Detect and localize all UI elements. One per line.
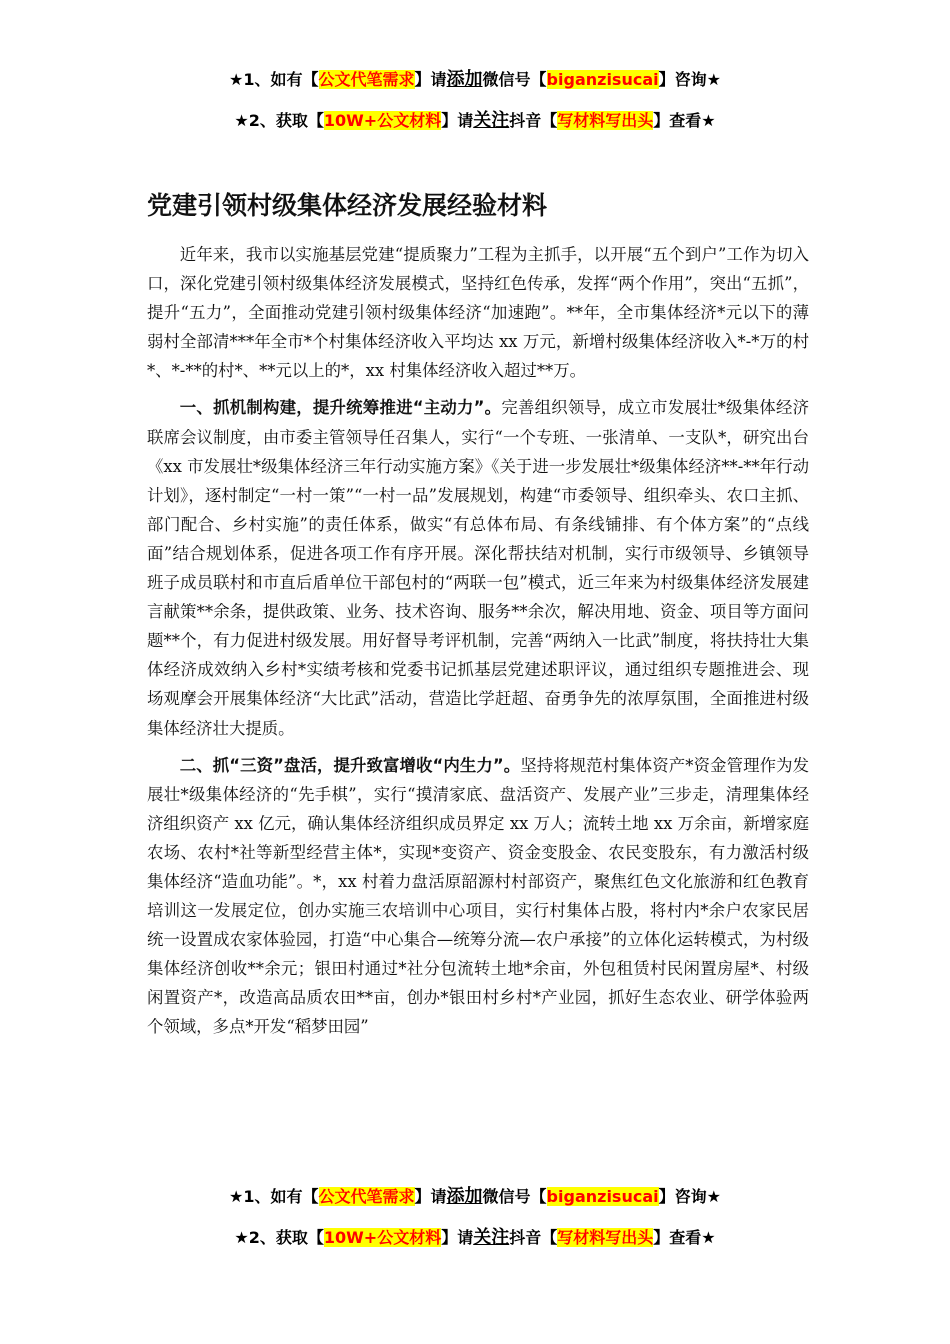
ad-line-2 <box>0 1228 950 1248</box>
ad-text: 】查看★ <box>653 1228 716 1247</box>
ad-text: ★2、获取【 <box>234 111 324 130</box>
ad-wechat-id: biganzisucai <box>546 70 659 89</box>
ad-text: 抖音【 <box>509 111 558 130</box>
ad-text: 】请 <box>441 111 474 130</box>
ad-text: 】查看★ <box>653 111 716 130</box>
page-break-mask <box>0 1142 950 1172</box>
ad-wechat-id: biganzisucai <box>546 1187 659 1206</box>
bottom-ad-banner <box>0 1187 950 1248</box>
section-2-paragraph <box>147 751 809 1042</box>
ad-highlight: 10W+公文材料 <box>323 111 442 130</box>
ad-highlight: 公文代笔需求 <box>318 70 415 89</box>
ad-text: 】请 <box>414 70 447 89</box>
ad-text: ★1、如有【 <box>229 1187 319 1206</box>
ad-highlight: 10W+公文材料 <box>323 1228 442 1247</box>
ad-text: ★2、获取【 <box>234 1228 324 1247</box>
ad-emphasis: 关注 <box>473 1227 510 1248</box>
section-1-heading: 一、抓机制构建，提升统筹推进“主动力”。 <box>179 398 502 418</box>
ad-text: 】咨询★ <box>658 70 721 89</box>
ad-highlight: 公文代笔需求 <box>318 1187 415 1206</box>
section-2-body: 坚持将规范村集体资产*资金管理作为发展壮*级集体经济的“先手棋”，实行“摸清家底、盘活资产、发展产业”三步走，清理集体经济组织资产 xx 亿元，确认集体经济组织成员界定 xx 万人；流转土地 xx 万余亩，新增家庭农场、农村*社等新型经营主体*，实现*变资产、资金变股金、农民变股东，有力激活村级集体经济“造血功能”。*，xx 村着力盘活原韶源村村部资产，聚焦红色文化旅游和红色教育培训这一发展定位，创办实施三农培训中心项目，实行村集体占股，将村内*余户农家民居统一设置成农家体验园，打造“中心集合—统筹分流—农户承接”的立体化运转模式，为村级集体经济创收**余元；银田村通过*社分包流转土地*余亩，外包租赁村民闲置房屋*、村级闲置资产*，改造高品质农田**亩，创办*银田村乡村*产业园，抓好生态农业、研学体验两个领域，多点*开发“稻梦田园” <box>147 755 809 1037</box>
ad-text: 微信号【 <box>482 70 547 89</box>
section-1-body: 完善组织领导，成立市发展壮*级集体经济联席会议制度，由市委主管领导任召集人，实行“一个专班、一张清单、一支队*，研究出台《xx 市发展壮*级集体经济三年行动实施方案》《关于进一步发展壮*级集体经济**-**年行动计划》，逐村制定“一村一策”“一村一品”发展规划，构建“市委领导、组织牵头、农口主抓、部门配合、乡村实施”的责任体系，做实“有总体布局、有条线铺排、有个体方案”的“点线面”结合规划体系，促进各项工作有序开展。深化帮扶结对机制，实行市级领导、乡镇领导班子成员联村和市直后盾单位干部包村的“两联一包”模式，近三年来为村级集体经济发展建言献策**余条，提供政策、业务、技术咨询、服务**余次，解决用地、资金、项目等方面问题**个，有力促进村级发展。用好督导考评机制，完善“两纳入一比武”制度，将扶持壮大集体经济成效纳入乡村*实绩考核和党委书记抓基层党建述职评议，通过组织专题推进会、现场观摩会开展集体经济“大比武”活动，营造比学赶超、奋勇争先的浓厚氛围，全面推进村级集体经济壮大提质。 <box>147 398 810 738</box>
ad-douyin-id: 写材料写出头 <box>557 111 654 130</box>
document-title: 党建引领村级集体经济发展经验材料 <box>147 191 548 220</box>
ad-text: 微信号【 <box>482 1187 547 1206</box>
ad-text: 】请 <box>441 1228 474 1247</box>
top-ad-banner <box>0 70 950 131</box>
ad-line-1 <box>0 1187 950 1207</box>
ad-line-2 <box>0 111 950 131</box>
ad-line-1 <box>0 70 950 90</box>
section-1-paragraph <box>147 393 809 742</box>
ad-text: 抖音【 <box>509 1228 558 1247</box>
ad-emphasis: 添加 <box>446 69 483 90</box>
ad-emphasis: 添加 <box>446 1186 483 1207</box>
ad-text: 】请 <box>414 1187 447 1206</box>
ad-douyin-id: 写材料写出头 <box>557 1228 654 1247</box>
ad-text: 】咨询★ <box>658 1187 721 1206</box>
ad-emphasis: 关注 <box>473 110 510 131</box>
intro-paragraph: 近年来，我市以实施基层党建“提质聚力”工程为主抓手，以开展“五个到户”工作为切入口，深化党建引领村级集体经济发展模式，坚持红色传承，发挥“两个作用”，突出“五抓”，提升“五力”，全面推动党建引领村级集体经济“加速跑”。**年，全市集体经济*元以下的薄弱村全部清***年全市*个村集体经济收入平均达 xx 万元，新增村级集体经济收入*-*万的村*、*-**的村*、**元以上的*，xx 村集体经济收入超过**万。 <box>147 245 809 381</box>
section-2-heading: 二、抓“三资”盘活，提升致富增收“内生力”。 <box>179 755 521 775</box>
ad-text: ★1、如有【 <box>229 70 319 89</box>
document-body <box>147 240 809 1050</box>
